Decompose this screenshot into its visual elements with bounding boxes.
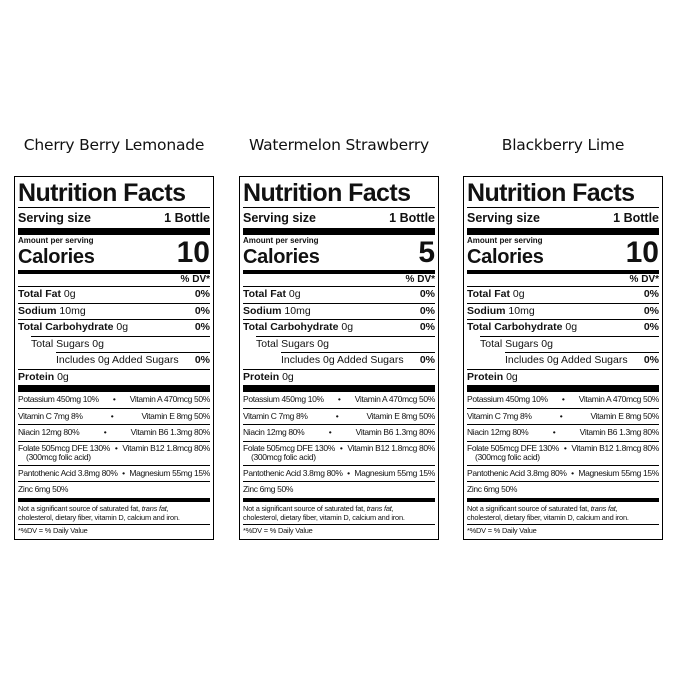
micronutrient-row [18,392,210,408]
dv-header [18,274,210,286]
micronutrient-row [467,409,659,425]
sodium-dv: 0% [643,304,659,317]
sodium-row [467,304,659,320]
footnote-post: cholesterol, dietary fiber, vitamin D, calcium and iron. [467,512,629,522]
total-carb-amount: 0g [116,321,129,333]
vitamin-a: Vitamin A 470mcg 50% [354,394,435,404]
folate [243,444,335,463]
footnote [243,502,435,524]
total-sugars-row [467,337,659,353]
separator-dot: • [563,442,567,453]
separator-dot: • [571,467,574,478]
separator-dot: • [328,427,332,437]
vitamin-b12: Vitamin B12 1.8mcg 80% [122,442,210,453]
total-fat-amount: 0g [288,288,301,300]
total-sugars: Total Sugars 0g [480,337,553,350]
micronutrient-row [243,442,435,465]
protein-amount: 0g [506,370,518,383]
separator-dot: • [110,410,114,421]
total-fat-dv: 0% [643,288,659,300]
micronutrient-row [243,466,435,482]
zinc: Zinc 6mg 50% [467,484,518,494]
calories-value: 10 [176,236,210,269]
serving-size-row [18,208,210,228]
vitamin-b6: Vitamin B6 1.3mg 80% [579,427,659,437]
total-fat-row [18,287,210,303]
divider [243,385,435,392]
protein-label: Protein [243,370,280,383]
potassium: Potassium 450mg 10% [18,394,99,404]
amount-per-serving: Amount per serving [18,236,94,245]
dv-footnote: *%DV = % Daily Value [467,525,537,535]
total-carb-row [243,320,435,336]
added-sugars: Includes 0g Added Sugars [56,354,179,366]
folate-line2: (300mcg folic acid) [26,452,91,462]
serving-size-label: Serving size [243,211,316,225]
sodium-label: Sodium [467,304,506,317]
footnote-italic: trans fat, [366,503,394,513]
serving-size-label: Serving size [18,211,91,225]
total-carb-label: Total Carbohydrate [467,321,563,333]
calories-label: Calories [243,246,320,268]
separator-dot: • [114,442,118,453]
separator-dot: • [335,410,339,421]
protein-amount: 0g [57,370,69,383]
protein-label: Protein [467,370,504,383]
nutrition-facts-label [239,176,439,540]
total-carb-dv: 0% [194,321,210,333]
separator-dot: • [337,394,341,404]
calories-label: Calories [467,246,544,268]
micronutrient-row [18,442,210,465]
footnote-pre: Not a significant source of saturated fat, [243,503,367,513]
total-sugars-row [243,337,435,353]
sodium-label: Sodium [18,304,57,317]
magnesium: Magnesium 55mg 15% [578,467,659,478]
serving-size-row [243,208,435,228]
serving-size-row [467,208,659,228]
total-fat-row [243,287,435,303]
total-carb-amount: 0g [565,321,578,333]
separator-dot: • [561,394,565,404]
vitamin-a: Vitamin A 470mcg 50% [578,394,659,404]
total-fat-amount: 0g [512,288,525,300]
separator-dot: • [339,442,343,453]
total-carb-amount: 0g [341,321,354,333]
total-carb-label: Total Carbohydrate [18,321,114,333]
footnote [18,502,210,524]
dv-header [243,274,435,286]
serving-size-label: Serving size [467,211,540,225]
total-sugars-row [18,337,210,353]
separator-dot: • [122,467,125,478]
footnote-italic: trans fat, [590,503,618,513]
footnote-post: cholesterol, dietary fiber, vitamin D, calcium and iron. [243,512,405,522]
micronutrient-row [243,409,435,425]
divider [467,228,659,235]
dv-header-text: % DV* [405,274,435,285]
micronutrient-row [243,482,435,498]
vitamin-b6: Vitamin B6 1.3mg 80% [355,427,435,437]
folate [467,444,559,463]
vitamin-b6: Vitamin B6 1.3mg 80% [130,427,210,437]
niacin: Niacin 12mg 80% [18,427,80,437]
product-name: Cherry Berry Lemonade [23,136,205,154]
total-fat-dv: 0% [419,288,435,300]
total-sugars: Total Sugars 0g [31,337,104,350]
dv-header-text: % DV* [629,274,659,285]
total-sugars: Total Sugars 0g [256,337,329,350]
added-sugars-row [243,353,435,369]
vitamin-c: Vitamin C 7mg 8% [18,410,83,421]
folate-line1: Folate 505mcg DFE 130% [243,442,335,453]
serving-size-value: 1 Bottle [613,211,659,225]
micronutrient-row [18,425,210,441]
vitamin-e: Vitamin E 8mg 50% [366,410,435,421]
serving-size-value: 1 Bottle [164,211,210,225]
magnesium: Magnesium 55mg 15% [354,467,435,478]
micronutrient-row [467,425,659,441]
protein-label: Protein [18,370,55,383]
serving-size-value: 1 Bottle [389,211,435,225]
total-fat-row [467,287,659,303]
separator-dot: • [112,394,116,404]
label-title: Nutrition Facts [467,179,635,207]
folate [18,444,110,463]
vitamin-e: Vitamin E 8mg 50% [141,410,210,421]
total-carb-label: Total Carbohydrate [243,321,339,333]
dv-footnote: *%DV = % Daily Value [18,525,88,535]
vitamin-a: Vitamin A 470mcg 50% [129,394,210,404]
protein-amount: 0g [282,370,294,383]
total-carb-row [467,320,659,336]
micronutrient-row [18,409,210,425]
total-carb-dv: 0% [419,321,435,333]
zinc: Zinc 6mg 50% [18,484,69,494]
divider [243,228,435,235]
added-sugars-dv: 0% [194,354,210,366]
micronutrient-row [18,482,210,498]
separator-dot: • [347,467,350,478]
protein-row [243,370,435,386]
niacin: Niacin 12mg 80% [467,427,529,437]
pantothenic-acid: Pantothenic Acid 3.8mg 80% [467,467,567,478]
sodium-amount: 10mg [284,304,311,317]
added-sugars: Includes 0g Added Sugars [281,354,404,366]
separator-dot: • [552,427,556,437]
total-fat-label: Total Fat [467,288,510,300]
vitamin-c: Vitamin C 7mg 8% [467,410,532,421]
folate-line1: Folate 505mcg DFE 130% [467,442,559,453]
vitamin-b12: Vitamin B12 1.8mcg 80% [571,442,659,453]
separator-dot: • [103,427,107,437]
separator-dot: • [559,410,563,421]
protein-row [18,370,210,386]
potassium: Potassium 450mg 10% [467,394,548,404]
micronutrient-row [467,482,659,498]
dv-header-text: % DV* [180,274,210,285]
folate-line2: (300mcg folic acid) [251,452,316,462]
protein-row [467,370,659,386]
product-name: Blackberry Lime [501,136,625,154]
total-fat-amount: 0g [63,288,76,300]
sodium-dv: 0% [194,304,210,317]
potassium: Potassium 450mg 10% [243,394,324,404]
sodium-label: Sodium [243,304,282,317]
divider [467,385,659,392]
sodium-row [18,304,210,320]
footnote-italic: trans fat, [141,503,169,513]
total-carb-row [18,320,210,336]
micronutrient-row [243,425,435,441]
dv-footnote: *%DV = % Daily Value [243,525,313,535]
vitamin-c: Vitamin C 7mg 8% [243,410,308,421]
calories-label: Calories [18,246,95,268]
nutrition-facts-label [14,176,214,540]
pantothenic-acid: Pantothenic Acid 3.8mg 80% [18,467,118,478]
total-fat-label: Total Fat [243,288,286,300]
micronutrient-row [18,466,210,482]
product-name: Watermelon Strawberry [248,136,429,154]
footnote-pre: Not a significant source of saturated fat, [467,503,591,513]
amount-per-serving: Amount per serving [467,236,543,245]
added-sugars-row [18,353,210,369]
folate-line2: (300mcg folic acid) [475,452,540,462]
calories-value: 10 [625,236,659,269]
calories-value: 5 [418,236,435,269]
niacin: Niacin 12mg 80% [243,427,305,437]
zinc: Zinc 6mg 50% [243,484,294,494]
nutrition-facts-label [463,176,663,540]
folate-line1: Folate 505mcg DFE 130% [18,442,110,453]
added-sugars-dv: 0% [643,354,659,366]
divider [18,385,210,392]
added-sugars-dv: 0% [419,354,435,366]
footnote-pre: Not a significant source of saturated fat, [18,503,142,513]
vitamin-b12: Vitamin B12 1.8mcg 80% [347,442,435,453]
micronutrient-row [467,466,659,482]
micronutrient-row [467,442,659,465]
footnote-post: cholesterol, dietary fiber, vitamin D, calcium and iron. [18,512,180,522]
sodium-row [243,304,435,320]
sodium-amount: 10mg [59,304,86,317]
label-title: Nutrition Facts [18,179,186,207]
sodium-amount: 10mg [508,304,535,317]
label-title: Nutrition Facts [243,179,411,207]
dv-header [467,274,659,286]
total-fat-dv: 0% [194,288,210,300]
divider [18,228,210,235]
total-carb-dv: 0% [643,321,659,333]
micronutrient-row [467,392,659,408]
pantothenic-acid: Pantothenic Acid 3.8mg 80% [243,467,343,478]
vitamin-e: Vitamin E 8mg 50% [590,410,659,421]
added-sugars: Includes 0g Added Sugars [505,354,628,366]
footnote [467,502,659,524]
magnesium: Magnesium 55mg 15% [129,467,210,478]
sodium-dv: 0% [419,304,435,317]
micronutrient-row [243,392,435,408]
added-sugars-row [467,353,659,369]
total-fat-label: Total Fat [18,288,61,300]
amount-per-serving: Amount per serving [243,236,319,245]
